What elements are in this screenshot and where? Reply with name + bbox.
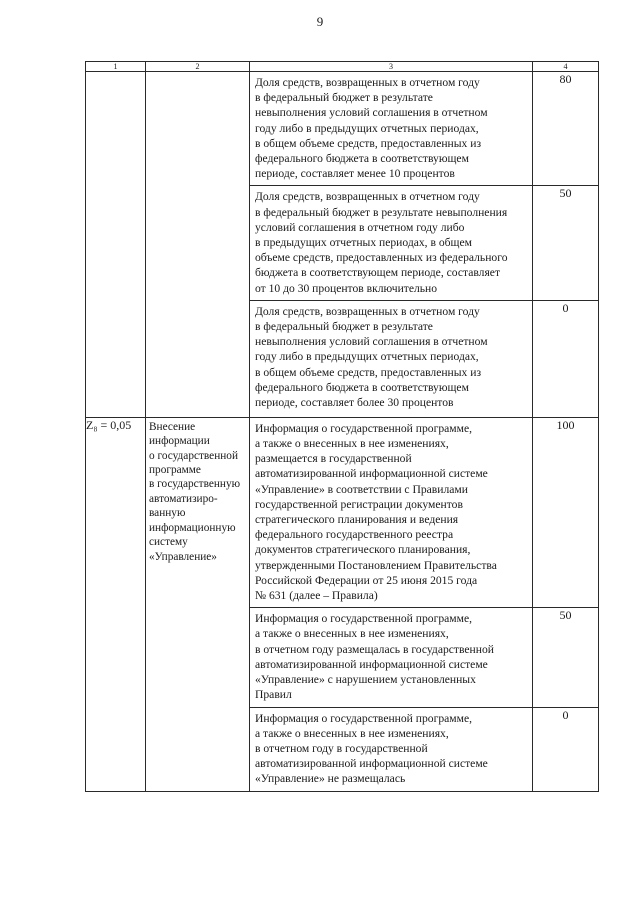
text-line: периоде, составляет более 30 процентов [255, 396, 454, 410]
text-line: автоматизиро- [149, 492, 218, 505]
table-row [86, 417, 599, 607]
coefficient-cell: Z₈ = 0,05 [86, 417, 146, 791]
text-line: Доля средств, возвращенных в отчетном году [255, 304, 480, 318]
text-line: ванную [149, 507, 186, 520]
text-line: документов стратегического планирования, [255, 543, 471, 557]
score-cell: 100 [533, 417, 599, 607]
table-header-row [86, 62, 599, 72]
text-line: объеме средств, предоставленных из федерального [255, 251, 508, 265]
score-cell: 0 [533, 300, 599, 417]
text-line: году либо в предыдущих отчетных периодах, [255, 121, 479, 135]
text-line: «Управление» [149, 550, 217, 563]
text-line: «Управление» в соответствии с Правилами [255, 482, 468, 496]
criteria-table [85, 61, 599, 792]
text-line: систему [149, 536, 188, 549]
text-line: № 631 (далее – Правила) [255, 589, 378, 603]
criterion-text-cell [250, 186, 533, 300]
criterion-text-cell [250, 707, 533, 791]
criterion-text [250, 418, 532, 607]
text-line: Внесение [149, 420, 196, 433]
criterion-text-cell [250, 417, 533, 607]
text-line: Информация о государственной программе, [255, 612, 472, 626]
text-line: а также о внесенных в нее изменениях, [255, 437, 449, 451]
text-line: году либо в предыдущих отчетных периодах, [255, 350, 479, 364]
text-line: Российской Федерации от 25 июня 2015 года [255, 573, 478, 587]
text-line: утвержденными Постановлением Правительства [255, 558, 497, 572]
text-line: условий соглашения в отчетном году либо [255, 220, 465, 234]
text-line: в федеральный бюджет в результате невыполнения [255, 205, 508, 219]
text-line: федерального бюджета в соответствующем [255, 380, 469, 394]
text-line: в общем объеме средств, предоставленных из [255, 365, 482, 379]
score-cell: 80 [533, 72, 599, 186]
criterion-text [250, 301, 532, 414]
text-line: федерального бюджета в соответствующем [255, 152, 469, 166]
score-cell: 50 [533, 608, 599, 707]
text-line: в государственную [149, 478, 241, 491]
text-line: в предыдущих отчетных периодах, в общем [255, 236, 472, 250]
indicator-cell-empty [146, 72, 250, 418]
text-line: от 10 до 30 процентов включительно [255, 281, 438, 295]
text-line: «Управление» не размещалась [255, 772, 406, 786]
text-line: невыполнения условий соглашения в отчетном [255, 335, 488, 349]
text-line: в федеральный бюджет в результате [255, 91, 433, 105]
text-line: автоматизированной информационной системе [255, 467, 488, 481]
criterion-text-cell [250, 608, 533, 707]
text-line: Доля средств, возвращенных в отчетном году [255, 76, 480, 89]
text-line: в отчетном году в государственной [255, 741, 428, 755]
text-line: федерального государственного реестра [255, 528, 454, 542]
text-line: информационную [149, 521, 236, 534]
header-col-1: 1 [86, 62, 146, 72]
text-line: Правил [255, 688, 292, 702]
text-line: программе [149, 464, 201, 477]
score-cell: 50 [533, 186, 599, 300]
text-line: в отчетном году размещалась в государственной [255, 642, 494, 656]
text-line: бюджета в соответствующем периоде, составляет [255, 266, 501, 280]
text-line: в федеральный бюджет в результате [255, 320, 433, 334]
score-cell: 0 [533, 707, 599, 791]
criterion-text-cell [250, 72, 533, 186]
text-line: «Управление» с нарушением установленных [255, 673, 476, 687]
text-line: Информация о государственной программе, [255, 711, 472, 725]
text-line: о государственной [149, 449, 238, 462]
criterion-text [250, 608, 532, 706]
text-line: а также о внесенных в нее изменениях, [255, 627, 449, 641]
text-line: размещается в государственной [255, 452, 412, 466]
text-line: государственной регистрации документов [255, 497, 463, 511]
criterion-text [250, 72, 532, 185]
criterion-text [250, 186, 532, 299]
text-line: автоматизированной информационной системе [255, 657, 488, 671]
text-line: невыполнения условий соглашения в отчетном [255, 106, 488, 120]
text-line: стратегического планирования и ведения [255, 513, 459, 527]
criterion-text [250, 708, 532, 791]
header-col-2: 2 [146, 62, 250, 72]
coefficient-cell-empty [86, 72, 146, 418]
indicator-text [146, 418, 249, 564]
indicator-cell [146, 417, 250, 791]
header-col-3: 3 [250, 62, 533, 72]
text-line: автоматизированной информационной системе [255, 757, 488, 771]
text-line: в общем объеме средств, предоставленных из [255, 136, 482, 150]
header-col-4: 4 [533, 62, 599, 72]
page-number: 9 [316, 14, 324, 29]
text-line: Информация о государственной программе, [255, 421, 472, 435]
criterion-text-cell [250, 300, 533, 417]
text-line: информации [149, 435, 210, 448]
text-line: Доля средств, возвращенных в отчетном году [255, 190, 480, 204]
table-row [86, 72, 599, 186]
text-line: периоде, составляет менее 10 процентов [255, 167, 455, 181]
text-line: а также о внесенных в нее изменениях, [255, 726, 449, 740]
